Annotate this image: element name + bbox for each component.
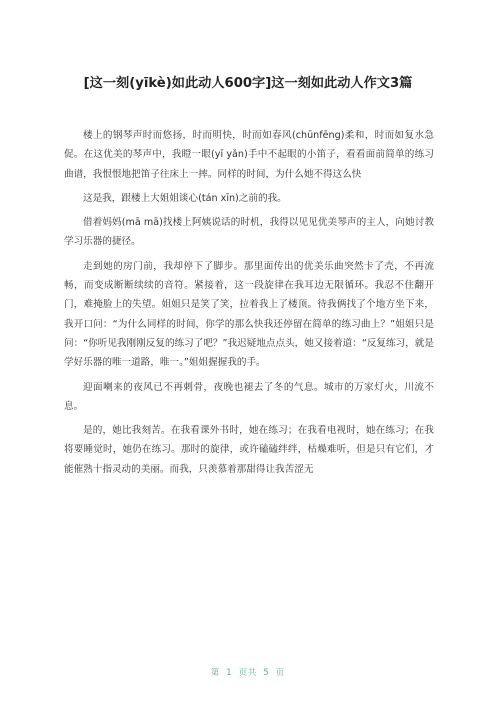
footer-total-pages: 5	[263, 667, 270, 677]
paragraph-5: 迎面喇来的夜风已不再刺骨，夜晚也褪去了冬的气息。城市的万家灯火，川流不息。	[64, 381, 434, 412]
footer-prefix: 第	[210, 667, 221, 677]
document-title: [这一刻(yīkè)如此动人600字]这一刻如此动人作文3篇	[83, 76, 413, 91]
paragraph-4: 走到她的房门前，我却停下了脚步。那里面传出的优美乐曲突然卡了壳，不再流畅，而变成断断续续的音符。紧接着，这一段旋律在我耳边无限循环。我忍不住翻开门，难掩脸上的失望。姐姐只是笑了笑，拉着我上了楼顶。待我俩找了个地方坐下来，我开口问：“为什么同样的时间，你学的那么快我还停留在简单的练习曲上？”姐姐只是问：“你听见我刚刚反复的练习了吧？”我迟疑地点点头，她又接着道：“反复练习，就是学好乐器的唯一道路，唯一。”姐姐握握我的手。	[64, 260, 434, 369]
paragraph-3: 借着妈妈(mā mā)找楼上阿姨说话的时机，我得以见见优美琴声的主人，向她讨教学习乐器的捷径。	[64, 217, 434, 248]
page-footer	[0, 666, 496, 678]
paragraph-1: 楼上的钢琴声时而悠扬，时而明快，时而如春风(chūnfēng)柔和，时而如复水急促。在这优美的琴声中，我瞪一眼(yī yǎn)手中不起眼的小笛子，看看面前简单的练习曲谱，我恨恨地把笛子往床上一摔。同样的时间，为什么她不得这么快	[64, 130, 434, 180]
paragraph-2: 这是我，跟楼上大姐姐谈心(tán xīn)之前的我。	[83, 192, 287, 204]
footer-current-page: 1	[226, 667, 233, 677]
footer-suffix: 页	[275, 667, 286, 677]
document-body	[64, 126, 434, 484]
paragraph-6: 是的，她比我刻苦。在我看课外书时，她在练习；在我看电视时，她在练习；在我将要睡觉时，她仍在练习。那时的旋律，或许磕磕绊绊，枯燥难听，但是只有它们，才能催熟十指灵动的美丽。而我，只羡慕着那甜得让我苦涩无	[64, 425, 434, 475]
footer-middle: 页共	[238, 667, 258, 677]
